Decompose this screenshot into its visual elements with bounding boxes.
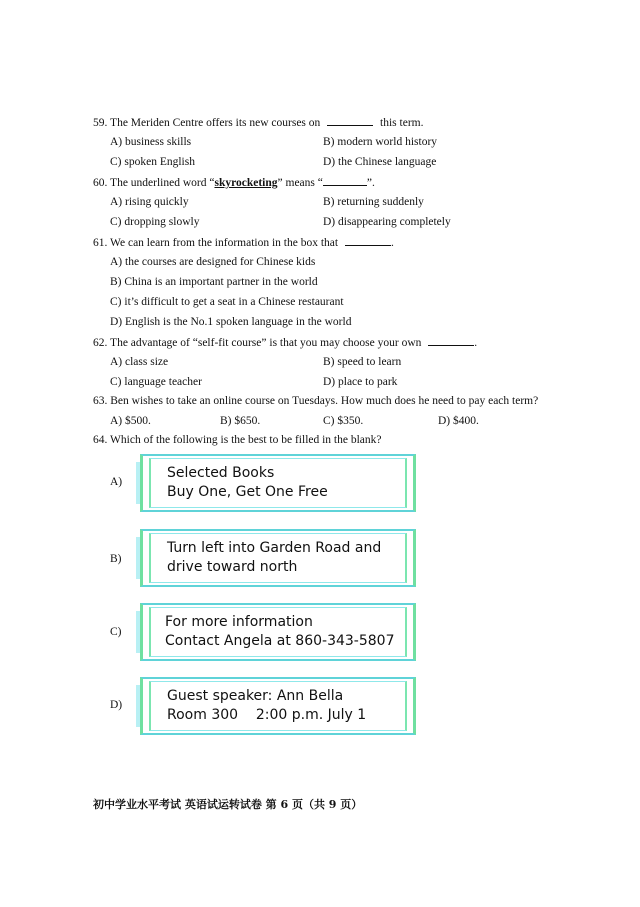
sign-line: Guest speaker: Ann Bella xyxy=(167,688,344,704)
option-59-a: A) business skills xyxy=(110,136,192,148)
box-option-label-c: C) xyxy=(110,626,122,638)
option-63-c: C) $350. xyxy=(323,415,364,427)
option-62-d: D) place to park xyxy=(323,376,398,388)
sign-box-text xyxy=(165,613,395,651)
question-stem-end: . xyxy=(390,237,394,249)
question-number: 60. xyxy=(93,177,108,189)
question-61 xyxy=(93,235,394,250)
question-stem-end: ”. xyxy=(366,177,375,189)
answer-blank xyxy=(327,115,373,126)
sign-box-b xyxy=(140,529,416,587)
option-63-d: D) $400. xyxy=(438,415,479,427)
question-63 xyxy=(93,394,538,408)
sign-box-text xyxy=(167,464,391,502)
question-stem: Which of the following is the best to be filled in the blank? xyxy=(110,434,382,446)
answer-blank xyxy=(345,235,391,246)
option-62-c: C) language teacher xyxy=(110,376,202,388)
sign-box-text xyxy=(167,539,391,577)
box-option-label-a: A) xyxy=(110,476,123,488)
question-stem: The advantage of “self-fit course” is that you may choose your own xyxy=(110,337,422,349)
option-59-c: C) spoken English xyxy=(110,156,195,168)
sign-line: Room 300 2:00 p.m. July 1 xyxy=(167,707,367,723)
option-59-b: B) modern world history xyxy=(323,136,438,148)
sign-line: For more information xyxy=(165,614,313,630)
sign-line: Buy One, Get One Free xyxy=(167,484,328,500)
option-61-b: B) China is an important partner in the world xyxy=(110,276,318,288)
question-59 xyxy=(93,115,424,130)
sign-box-c xyxy=(140,603,416,661)
question-64 xyxy=(93,433,382,447)
question-number: 61. xyxy=(93,237,108,249)
sign-line: drive toward north xyxy=(167,559,298,575)
sign-box-a xyxy=(140,454,416,512)
option-61-d: D) English is the No.1 spoken language in the world xyxy=(110,316,352,328)
option-62-a: A) class size xyxy=(110,356,169,368)
option-61-c: C) it’s difficult to get a seat in a Chinese restaurant xyxy=(110,296,344,308)
question-stem-end: this term. xyxy=(380,117,424,129)
box-option-label-d: D) xyxy=(110,699,123,711)
answer-blank xyxy=(323,175,367,186)
option-63-a: A) $500. xyxy=(110,415,151,427)
question-stem: The underlined word “ xyxy=(110,177,215,189)
sign-box-d xyxy=(140,677,416,735)
option-62-b: B) speed to learn xyxy=(323,356,402,368)
option-60-a: A) rising quickly xyxy=(110,196,189,208)
sign-box-text xyxy=(167,687,391,725)
question-stem: Ben wishes to take an online course on Tuesdays. How much does he need to pay each term? xyxy=(110,395,539,407)
sign-line: Turn left into Garden Road and xyxy=(167,540,382,556)
question-stem: We can learn from the information in the box that xyxy=(110,237,339,249)
question-stem-middle: ” means “ xyxy=(277,177,323,189)
page-footer: 初中学业水平考试 英语试运转试卷 第 6 页（共 9 页） xyxy=(93,798,363,811)
question-number: 59. xyxy=(93,117,108,129)
sign-line: Contact Angela at 860-343-5807 xyxy=(165,633,395,649)
option-60-c: C) dropping slowly xyxy=(110,216,200,228)
question-number: 64. xyxy=(93,434,108,446)
option-61-a: A) the courses are designed for Chinese kids xyxy=(110,256,316,268)
option-63-b: B) $650. xyxy=(220,415,261,427)
option-59-d: D) the Chinese language xyxy=(323,156,437,168)
question-60 xyxy=(93,175,375,190)
option-60-d: D) disappearing completely xyxy=(323,216,451,228)
question-number: 63. xyxy=(93,395,108,407)
sign-line: Selected Books xyxy=(167,465,275,481)
option-60-b: B) returning suddenly xyxy=(323,196,424,208)
question-stem: The Meriden Centre offers its new courses on xyxy=(110,117,321,129)
question-62 xyxy=(93,335,477,350)
question-number: 62. xyxy=(93,337,108,349)
underlined-word: skyrocketing xyxy=(214,177,278,189)
answer-blank xyxy=(428,335,474,346)
question-stem-end: . xyxy=(474,337,478,349)
box-option-label-b: B) xyxy=(110,553,122,565)
